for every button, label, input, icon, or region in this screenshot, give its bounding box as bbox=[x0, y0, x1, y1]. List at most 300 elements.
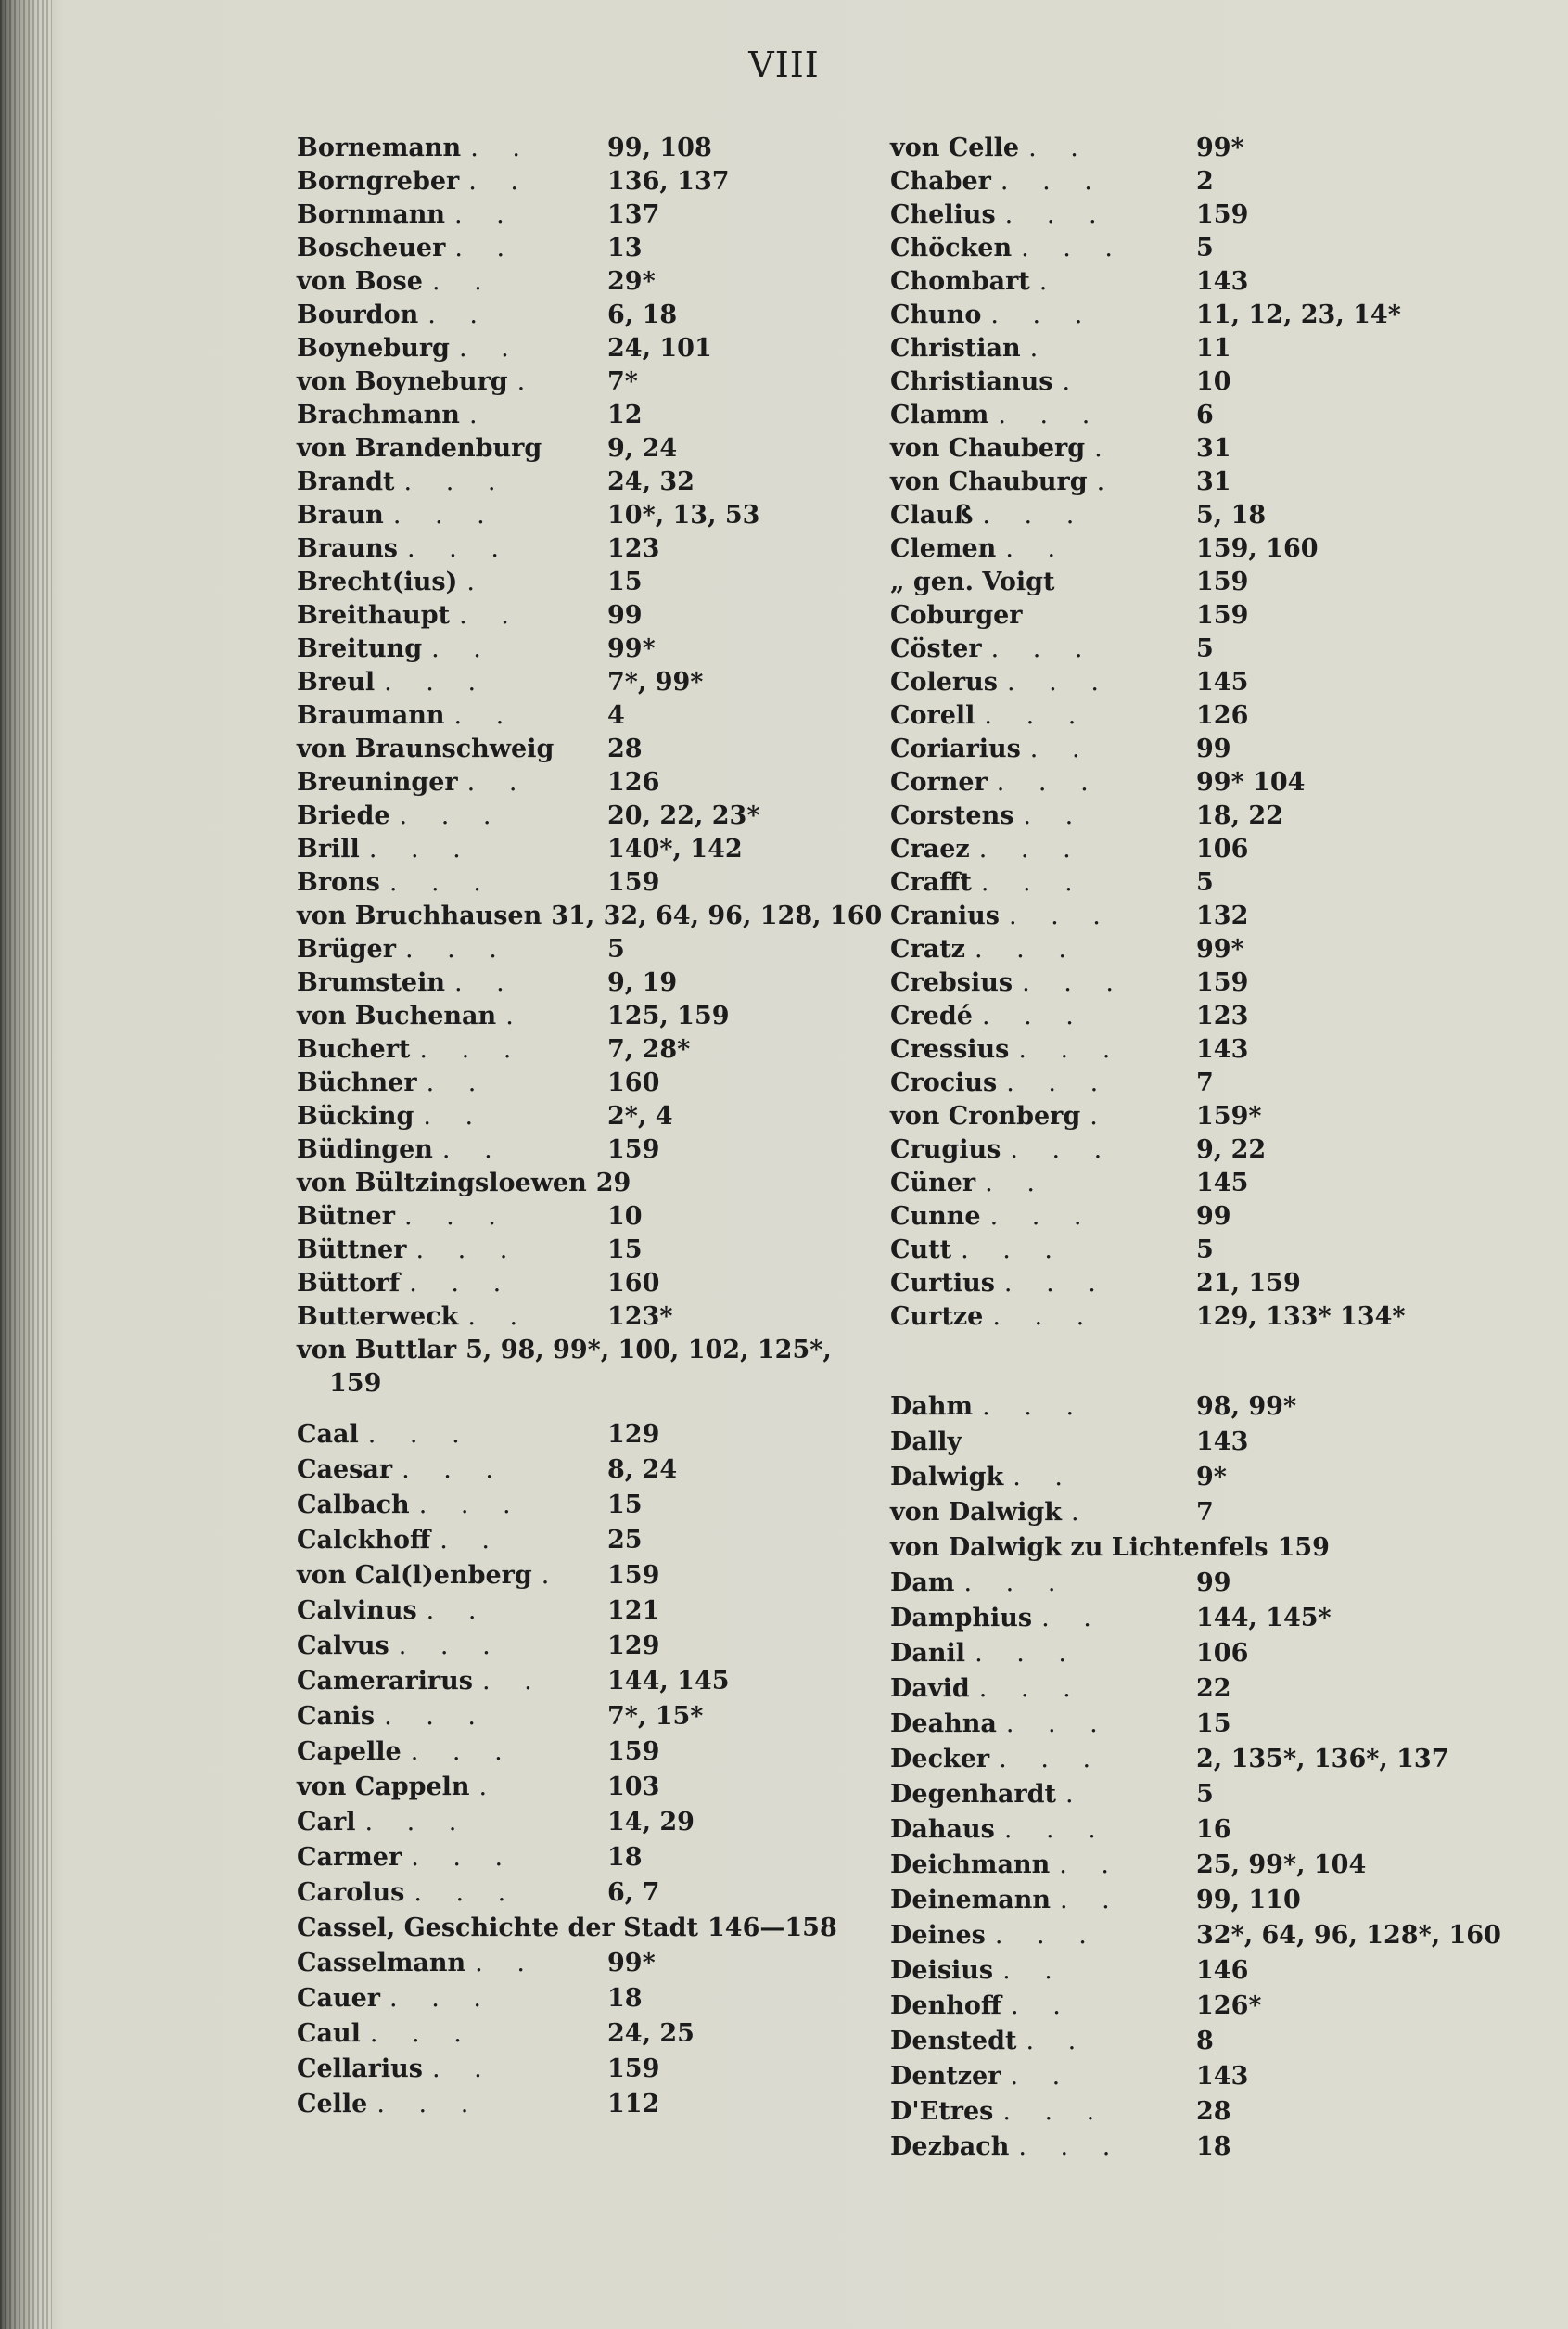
entry-name-group bbox=[890, 1953, 1065, 1989]
entry-name: Brachmann bbox=[297, 401, 460, 429]
entry-pages: 14, 29 bbox=[607, 1808, 695, 1836]
entry-name: Cöster bbox=[890, 634, 982, 663]
entry-pages: 12 bbox=[607, 401, 643, 429]
entry-name: Corell bbox=[890, 701, 975, 730]
entry-name: von Buttlar bbox=[297, 1336, 457, 1364]
dot-leader: . . bbox=[458, 334, 522, 363]
entry-pages: 7, 28* bbox=[607, 1035, 691, 1064]
entry-name-group bbox=[890, 1566, 1068, 1601]
dot-leader: . . . bbox=[1004, 200, 1110, 229]
dot-leader: . bbox=[1096, 467, 1118, 496]
entry-name: Crocius bbox=[890, 1069, 998, 1097]
entry-pages: 112 bbox=[607, 2090, 660, 2118]
entry-name: Breithaupt bbox=[297, 601, 451, 630]
entry-name: Canis bbox=[297, 1702, 376, 1731]
entry-pages: 159 bbox=[1196, 568, 1249, 596]
entry-name-group bbox=[297, 399, 491, 432]
dot-leader: . . bbox=[482, 1667, 545, 1696]
entry-pages: 144, 145* bbox=[1196, 1604, 1332, 1632]
entry-name: Dahaus bbox=[890, 1815, 995, 1844]
entry-pages: 103 bbox=[607, 1772, 660, 1801]
entry-pages: 159 bbox=[607, 1135, 660, 1164]
entry-name: von Dalwigk bbox=[890, 1498, 1062, 1527]
entry-name: Brill bbox=[297, 835, 360, 864]
entry-name-group bbox=[297, 432, 542, 466]
entry-name-group bbox=[297, 165, 531, 198]
entry-name-group bbox=[890, 566, 1055, 599]
entry-pages: 159 bbox=[607, 868, 660, 897]
entry-name-group bbox=[297, 800, 504, 833]
entry-pages: 99, 110 bbox=[1196, 1886, 1301, 1914]
entry-pages: 159 bbox=[1196, 968, 1249, 997]
entry-pages: 31, 32, 64, 96, 128, 160 bbox=[551, 902, 883, 930]
entry-name-group bbox=[890, 1812, 1109, 1848]
entry-name: Büchner bbox=[297, 1069, 417, 1097]
entry-name-group bbox=[297, 1523, 503, 1558]
dot-leader: . . bbox=[426, 1069, 490, 1097]
entry-name: Bücking bbox=[297, 1102, 414, 1131]
entry-name-group bbox=[297, 666, 489, 699]
entry-name-group bbox=[890, 532, 1068, 566]
dot-leader: . bbox=[1039, 267, 1061, 296]
dot-leader: . . bbox=[1023, 801, 1087, 830]
entry-pages: 159 bbox=[607, 1737, 660, 1766]
dot-leader: . . bbox=[1059, 1886, 1123, 1914]
dot-leader: . . . bbox=[994, 1921, 1100, 1950]
entry-name: Borngreber bbox=[297, 167, 460, 196]
entry-name-group bbox=[297, 1234, 520, 1267]
entry-pages: 126 bbox=[607, 768, 660, 797]
entry-name-group bbox=[890, 1601, 1104, 1636]
entry-name-group bbox=[890, 265, 1060, 299]
dot-leader: . . . bbox=[414, 1878, 519, 1907]
entry-name-group bbox=[890, 1918, 1100, 1953]
entry-name-group bbox=[297, 2016, 475, 2052]
entry-pages: 145 bbox=[1196, 1169, 1249, 1197]
entry-pages: 143 bbox=[1196, 1427, 1249, 1456]
entry-name-group bbox=[297, 532, 512, 566]
entry-pages: 5 bbox=[1196, 868, 1214, 897]
entry-pages: 10*, 13, 53 bbox=[607, 501, 760, 530]
entry-name: Carl bbox=[297, 1808, 356, 1836]
entry-name-group bbox=[297, 332, 522, 365]
entry-pages: 136, 137 bbox=[607, 167, 730, 196]
entry-name-group bbox=[297, 1452, 506, 1488]
entry-name-group bbox=[297, 933, 510, 966]
dot-leader: . . . bbox=[1010, 1135, 1115, 1164]
entry-pages: 106 bbox=[1196, 1639, 1249, 1668]
entry-pages: 24, 101 bbox=[607, 334, 712, 363]
dot-leader: . . bbox=[432, 2054, 495, 2083]
entry-name: Boyneburg bbox=[297, 334, 450, 363]
entry-name: von Bültzingsloewen bbox=[297, 1169, 587, 1197]
entry-name: von Dalwigk zu Lichtenfels bbox=[890, 1533, 1268, 1562]
entry-name-group bbox=[297, 1699, 489, 1734]
dot-leader: . . bbox=[453, 968, 517, 997]
dot-leader: . . bbox=[475, 1949, 538, 1977]
dot-leader: . . . bbox=[989, 1202, 1095, 1231]
entry-name: Danil bbox=[890, 1639, 966, 1668]
entry-pages: 25 bbox=[607, 1526, 643, 1555]
entry-pages: 18, 22 bbox=[1196, 801, 1283, 830]
entry-name-group bbox=[890, 2130, 1123, 2165]
dot-leader: . . . bbox=[407, 534, 512, 563]
entry-name-group bbox=[297, 1067, 489, 1100]
dot-leader: . . . bbox=[418, 1491, 524, 1519]
entry-pages: 99 bbox=[1196, 735, 1231, 763]
entry-name: Chuno bbox=[890, 301, 982, 329]
dot-leader: . . . bbox=[978, 1674, 1084, 1703]
entry-name: Dezbach bbox=[890, 2132, 1010, 2161]
entry-name: Breitung bbox=[297, 634, 423, 663]
entry-name: von Celle bbox=[890, 134, 1020, 162]
entry-pages: 31 bbox=[1196, 434, 1231, 463]
entry-name-group bbox=[297, 966, 517, 1000]
entry-name-group bbox=[297, 1100, 486, 1133]
entry-name: Clamm bbox=[890, 401, 989, 429]
entry-pages: 5 bbox=[1196, 1235, 1214, 1264]
entry-name: von Chauburg bbox=[890, 467, 1088, 496]
entry-name-group bbox=[890, 933, 1079, 966]
entry-name: Bourdon bbox=[297, 301, 419, 329]
entry-name-group bbox=[297, 1000, 527, 1033]
dot-leader: . . . bbox=[961, 1235, 1065, 1264]
entry-name: Camerarirus bbox=[297, 1667, 473, 1696]
dot-leader: . . . bbox=[998, 401, 1103, 429]
entry-pages: 160 bbox=[607, 1069, 660, 1097]
entry-name-group bbox=[890, 2024, 1089, 2059]
dot-leader: . . . bbox=[409, 1269, 515, 1298]
dot-leader: . . . bbox=[1018, 2132, 1124, 2161]
dot-leader: . . . bbox=[364, 1808, 470, 1836]
dot-leader: . . . bbox=[1002, 2097, 1108, 2126]
entry-name: Clauß bbox=[890, 501, 974, 530]
dot-leader: . . . bbox=[403, 1202, 509, 1231]
entry-pages: 129, 133* 134* bbox=[1196, 1302, 1406, 1331]
entry-name-group bbox=[297, 2052, 495, 2087]
dot-leader: . . . bbox=[384, 1702, 489, 1731]
dot-leader: . . . bbox=[999, 1745, 1104, 1773]
entry-name-group bbox=[297, 1911, 837, 1946]
dot-leader: . . bbox=[1002, 1956, 1065, 1985]
entry-name-group bbox=[890, 432, 1115, 466]
entry-pages: 10 bbox=[1196, 367, 1231, 396]
dot-leader: . . bbox=[426, 1596, 490, 1625]
entry-name: Denstedt bbox=[890, 2027, 1017, 2055]
dot-leader: . . . bbox=[403, 467, 509, 496]
dot-leader: . . . bbox=[419, 1035, 525, 1064]
entry-name-group bbox=[297, 1734, 516, 1770]
entry-name: Corner bbox=[890, 768, 988, 797]
entry-name: Celle bbox=[297, 2090, 368, 2118]
entry-name: Büdingen bbox=[297, 1135, 433, 1164]
dot-leader: . . bbox=[431, 634, 494, 663]
entry-pages: 6, 18 bbox=[607, 301, 678, 329]
entry-name-group bbox=[297, 265, 495, 299]
dot-leader: . bbox=[516, 367, 539, 396]
entry-pages: 8 bbox=[1196, 2027, 1214, 2055]
entry-pages: 5 bbox=[1196, 234, 1214, 262]
entry-name-group bbox=[890, 1848, 1122, 1883]
entry-name: Curtze bbox=[890, 1302, 984, 1331]
dot-leader: . . . bbox=[367, 1420, 473, 1449]
entry-pages: 32*, 64, 96, 128*, 160 bbox=[1196, 1921, 1501, 1950]
entry-name-group bbox=[890, 599, 1023, 633]
entry-name: Damphius bbox=[890, 1604, 1033, 1632]
entry-name: Calbach bbox=[297, 1491, 410, 1519]
dot-leader: . . . bbox=[1018, 1035, 1124, 1064]
entry-pages: 7* bbox=[607, 367, 638, 396]
entry-pages: 28 bbox=[1196, 2097, 1231, 2126]
entry-name: von Bruchhausen bbox=[297, 902, 542, 930]
entry-name: Colerus bbox=[890, 668, 998, 697]
entry-pages: 143 bbox=[1196, 2062, 1249, 2091]
entry-name: Caesar bbox=[297, 1455, 393, 1484]
dot-leader: . . bbox=[459, 601, 522, 630]
entry-pages: 18 bbox=[607, 1843, 643, 1872]
entry-name-group bbox=[890, 1200, 1094, 1234]
dot-leader: . . bbox=[441, 1135, 505, 1164]
entry-name: Chombart bbox=[890, 267, 1030, 296]
entry-pages: 2 bbox=[1196, 167, 1214, 196]
page-number: VIII bbox=[748, 45, 820, 85]
dot-leader: . . . bbox=[410, 1737, 516, 1766]
entry-name-group bbox=[890, 365, 1083, 399]
dot-leader: . . . bbox=[392, 501, 498, 530]
dot-leader: . . . bbox=[398, 1632, 504, 1660]
entry-name: Crugius bbox=[890, 1135, 1001, 1164]
entry-name: Deahna bbox=[890, 1709, 997, 1738]
entry-pages: 25, 99*, 104 bbox=[1196, 1850, 1367, 1879]
entry-name: Cüner bbox=[890, 1169, 976, 1197]
dot-leader: . . bbox=[470, 134, 533, 162]
entry-pages: 99* bbox=[1196, 134, 1244, 162]
dot-leader: . . . bbox=[402, 1455, 507, 1484]
entry-pages: 159 bbox=[1277, 1533, 1330, 1562]
entry-name-group bbox=[297, 1875, 518, 1911]
entry-name: „ gen. Voigt bbox=[890, 568, 1055, 596]
entry-name: Coburger bbox=[890, 601, 1023, 630]
entry-name-group bbox=[297, 1334, 832, 1367]
entry-pages: 137 bbox=[607, 200, 660, 229]
entry-name: von Chauberg bbox=[890, 434, 1086, 463]
entry-name: Carmer bbox=[297, 1843, 402, 1872]
dot-leader: . . . bbox=[1007, 668, 1112, 697]
entry-pages: 7 bbox=[1196, 1069, 1214, 1097]
entry-pages: 99* bbox=[607, 634, 656, 663]
entry-pages: 123 bbox=[607, 534, 660, 563]
entry-name: Dentzer bbox=[890, 2062, 1001, 2091]
entry-name-group bbox=[890, 1300, 1097, 1334]
entry-pages: 28 bbox=[607, 735, 643, 763]
dot-leader: . . . bbox=[376, 2090, 482, 2118]
entry-name-group bbox=[890, 332, 1051, 365]
dot-leader: . . . bbox=[984, 701, 1090, 730]
entry-name: Christian bbox=[890, 334, 1021, 363]
entry-name-group bbox=[890, 165, 1105, 198]
entry-pages: 11 bbox=[1196, 334, 1231, 363]
entry-pages: 8, 24 bbox=[607, 1455, 678, 1484]
dot-leader: . . . bbox=[1003, 1815, 1109, 1844]
entry-name-group bbox=[890, 1989, 1074, 2024]
entry-name-group bbox=[297, 1664, 545, 1699]
entry-pages: 99* bbox=[1196, 935, 1244, 964]
entry-pages: 9, 24 bbox=[607, 434, 678, 463]
dot-leader: . . . bbox=[389, 868, 494, 897]
entry-name-group bbox=[297, 1300, 530, 1334]
entry-pages: 160 bbox=[607, 1269, 660, 1298]
dot-leader: . . . bbox=[369, 2019, 475, 2048]
entry-pages: 6, 7 bbox=[607, 1878, 660, 1907]
entry-name-group bbox=[890, 1460, 1076, 1495]
entry-pages: 7*, 99* bbox=[607, 668, 704, 697]
dot-leader: . bbox=[1064, 1780, 1087, 1809]
entry-pages: 159 bbox=[607, 1561, 660, 1590]
dot-leader: . . . bbox=[1000, 167, 1105, 196]
entry-name-group bbox=[297, 699, 516, 733]
entry-pages: 29* bbox=[607, 267, 656, 296]
entry-name: von Cronberg bbox=[890, 1102, 1081, 1131]
entry-pages: 7*, 15* bbox=[607, 1702, 704, 1731]
entry-pages: 15 bbox=[607, 1235, 643, 1264]
entry-name: Decker bbox=[890, 1745, 990, 1773]
entry-name: Brandt bbox=[297, 467, 395, 496]
entry-name: Chelius bbox=[890, 200, 996, 229]
entry-name-group bbox=[890, 1100, 1111, 1133]
entry-pages: 6 bbox=[1196, 401, 1214, 429]
entry-pages: 106 bbox=[1196, 835, 1249, 864]
dot-leader: . . . bbox=[996, 768, 1102, 797]
dot-leader: . . bbox=[423, 1102, 487, 1131]
dot-leader: . bbox=[505, 1002, 527, 1030]
entry-name-group bbox=[297, 566, 488, 599]
entry-name: Christianus bbox=[890, 367, 1053, 396]
entry-name: Carolus bbox=[297, 1878, 405, 1907]
entry-pages: 159 bbox=[607, 2054, 660, 2083]
entry-name: Craez bbox=[890, 835, 970, 864]
entry-name: Boscheuer bbox=[297, 234, 446, 262]
entry-name: Büttorf bbox=[297, 1269, 401, 1298]
entry-name-group bbox=[890, 866, 1086, 900]
entry-pages: 9, 19 bbox=[607, 968, 678, 997]
entry-name-group bbox=[297, 1200, 509, 1234]
entry-name-group bbox=[890, 699, 1089, 733]
entry-pages: 123* bbox=[607, 1302, 673, 1331]
entry-name-group bbox=[890, 1167, 1048, 1200]
dot-leader: . . bbox=[467, 1302, 531, 1331]
dot-leader: . . . bbox=[990, 301, 1096, 329]
entry-pages: 15 bbox=[607, 568, 643, 596]
dot-leader: . bbox=[466, 568, 488, 596]
entry-name: von Cal(l)enberg bbox=[297, 1561, 532, 1590]
dot-leader: . . bbox=[1059, 1850, 1122, 1879]
entry-name: Casselmann bbox=[297, 1949, 466, 1977]
entry-name: Dahm bbox=[890, 1392, 974, 1421]
entry-name-group bbox=[297, 1805, 469, 1840]
entry-name: Deichmann bbox=[890, 1850, 1051, 1879]
entry-pages: 5 bbox=[607, 935, 625, 964]
entry-name: Chaber bbox=[890, 167, 991, 196]
entry-pages: 159, 160 bbox=[1196, 534, 1319, 563]
dot-leader: . . . bbox=[1003, 1269, 1109, 1298]
entry-name: Cratz bbox=[890, 935, 966, 964]
entry-name: Cauer bbox=[297, 1984, 381, 2013]
entry-name: Crafft bbox=[890, 868, 972, 897]
entry-name: Chöcken bbox=[890, 234, 1013, 262]
dot-leader: . . bbox=[985, 1169, 1048, 1197]
entry-name: Curtius bbox=[890, 1269, 995, 1298]
entry-pages: 132 bbox=[1196, 902, 1249, 930]
dot-leader: . . . bbox=[992, 1302, 1098, 1331]
dot-leader: . . bbox=[454, 234, 518, 262]
entry-name-group bbox=[890, 1033, 1123, 1067]
entry-name: Caal bbox=[297, 1420, 359, 1449]
entry-name: Dally bbox=[890, 1427, 962, 1456]
entry-name-group bbox=[297, 900, 882, 933]
entry-name-group bbox=[890, 1425, 962, 1460]
entry-name-group bbox=[297, 2087, 481, 2122]
entry-pages: 7 bbox=[1196, 1498, 1214, 1527]
entry-name-group bbox=[297, 299, 491, 332]
entry-name: Bornemann bbox=[297, 134, 462, 162]
entry-pages: 4 bbox=[607, 701, 625, 730]
dot-leader: . . . bbox=[980, 868, 1086, 897]
entry-name: Brüger bbox=[297, 935, 396, 964]
entry-name: Deines bbox=[890, 1921, 986, 1950]
entry-name: Corstens bbox=[890, 801, 1014, 830]
entry-name: Briede bbox=[297, 801, 390, 830]
entry-pages: 18 bbox=[607, 1984, 643, 2013]
entry-name: von Bose bbox=[297, 267, 423, 296]
entry-name: Cutt bbox=[890, 1235, 952, 1264]
entry-name-group bbox=[890, 1742, 1103, 1777]
entry-pages: 31 bbox=[1196, 467, 1231, 496]
entry-name-group bbox=[297, 1133, 505, 1167]
entry-name: Calvinus bbox=[297, 1596, 417, 1625]
entry-pages: 9* bbox=[1196, 1463, 1227, 1491]
dot-leader: . . bbox=[1005, 534, 1069, 563]
entry-pages: 10 bbox=[607, 1202, 643, 1231]
dot-leader: . . bbox=[1041, 1604, 1104, 1632]
entry-name: von Brandenburg bbox=[297, 434, 542, 463]
entry-pages: 98, 99* bbox=[1196, 1392, 1297, 1421]
dot-leader: . . . bbox=[368, 835, 474, 864]
entry-name-group bbox=[890, 1530, 1330, 1566]
entry-pages: 140*, 142 bbox=[607, 835, 743, 864]
dot-leader: . . . bbox=[1022, 968, 1127, 997]
entry-name-group bbox=[297, 198, 517, 232]
entry-name-group bbox=[297, 1267, 514, 1300]
entry-pages: 123 bbox=[1196, 1002, 1249, 1030]
entry-pages: 129 bbox=[607, 1420, 660, 1449]
entry-name-group bbox=[297, 733, 554, 766]
entry-pages: 159 bbox=[1196, 601, 1249, 630]
dot-leader: . . bbox=[1013, 1463, 1077, 1491]
entry-name-group bbox=[297, 1033, 524, 1067]
entry-name: Cressius bbox=[890, 1035, 1010, 1064]
entry-name: Cranius bbox=[890, 902, 1000, 930]
entry-pages: 99, 108 bbox=[607, 134, 712, 162]
dot-leader: . . bbox=[466, 768, 530, 797]
entry-name: von Buchenan bbox=[297, 1002, 497, 1030]
dot-leader: . . . bbox=[1006, 1069, 1112, 1097]
dot-leader: . . bbox=[431, 267, 495, 296]
dot-leader: . . . bbox=[978, 835, 1084, 864]
entry-name-group bbox=[297, 1593, 489, 1629]
dot-leader: . . . bbox=[975, 935, 1079, 964]
entry-name-group bbox=[297, 1770, 500, 1805]
entry-name-group bbox=[890, 232, 1126, 265]
